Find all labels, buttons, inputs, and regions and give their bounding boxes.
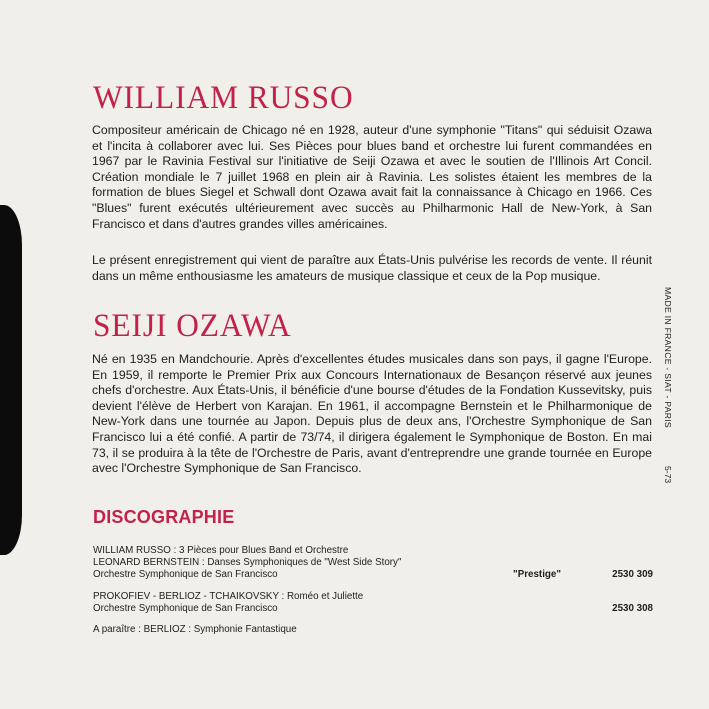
record-1-line-3 — [93, 569, 653, 581]
discography-record-1 — [93, 545, 653, 581]
ozawa-biography: Né en 1935 en Mandchourie. Après d'excellentes études musicales dans son pays, il gagne l'Europe. En 1959, il remporte le Premier Prix aux Concours Internationaux de Besançon réservé aux jeunes chefs d'orchestre. Aux États-Unis, il bénéficie d'une bourse d'études de la Fondation Kussevitsky, puis devient l'élève de Herbert von Karajan. En 1961, il accompagne Bernstein et le Philharmonique de New-York dans une tournée au Japon. Depuis plus de deux ans, l'Orchestre Symphonique de San Francisco lui a été confié. A partir de 73/74, il dirigera également le Symphonique de Boston. En mai 73, il se produira à la tête de l'Orchestre de Paris, avant d'entreprendre une grande tournée en Europe avec l'Orchestre Symphonique de San Francisco. — [92, 352, 652, 476]
sleeve-cutout — [0, 205, 22, 555]
record-2-line-2 — [93, 603, 653, 615]
ozawa-heading: SEIJI OZAWA — [93, 308, 292, 344]
record-1-line-1: WILLIAM RUSSO : 3 Pièces pour Blues Band et Orchestre — [93, 545, 349, 556]
record-2-orchestra: Orchestre Symphonique de San Francisco — [93, 603, 278, 614]
russo-heading: WILLIAM RUSSO — [93, 80, 354, 116]
record-2-catalog-number: 2530 308 — [612, 603, 653, 614]
record-2-line-1: PROKOFIEV - BERLIOZ - TCHAIKOVSKY : Roméo et Juliette — [93, 591, 364, 602]
record-1-label: "Prestige" — [513, 569, 561, 580]
discographie-heading: DISCOGRAPHIE — [93, 507, 235, 527]
discography-upcoming: A paraître : BERLIOZ : Symphonie Fantastique — [93, 624, 297, 635]
russo-biography: Compositeur américain de Chicago né en 1928, auteur d'une symphonie "Titans" qui séduisit Ozawa et l'incita à collaborer avec lui. Ses Pièces pour blues band et orchestre lui furent commandées en 1967 par le Ravinia Festival sur l'initiative de Seiji Ozawa et avec le soutien de l'Illinois Art Concil. Création mondiale le 7 juillet 1968 en plein air à Ravinia. Les solistes étaient les membres de la formation de blues Siegel et Schwall dont Ozawa avait fait la connaissance à Chicago en 1966. Ces "Blues" furent exécutés ultérieurement avec succès au Philharmonic Hall de New-York, à San Francisco et dans d'autres grandes villes américaines. — [92, 123, 652, 231]
record-1-catalog-number: 2530 309 — [612, 569, 653, 580]
made-in-france-imprint: MADE IN FRANCE - SIAT - PARIS — [663, 287, 673, 428]
russo-recording-note: Le présent enregistrement qui vient de paraître aux États-Unis pulvérise les records de vente. Il réunit dans un même enthousiasme les amateurs de musique classique et ceux de la Pop musique. — [92, 253, 652, 283]
discography-record-2 — [93, 591, 653, 615]
record-1-line-2: LEONARD BERNSTEIN : Danses Symphoniques de "West Side Story" — [93, 557, 402, 568]
record-1-orchestra: Orchestre Symphonique de San Francisco — [93, 569, 278, 580]
print-code: 5-73 — [663, 466, 673, 484]
